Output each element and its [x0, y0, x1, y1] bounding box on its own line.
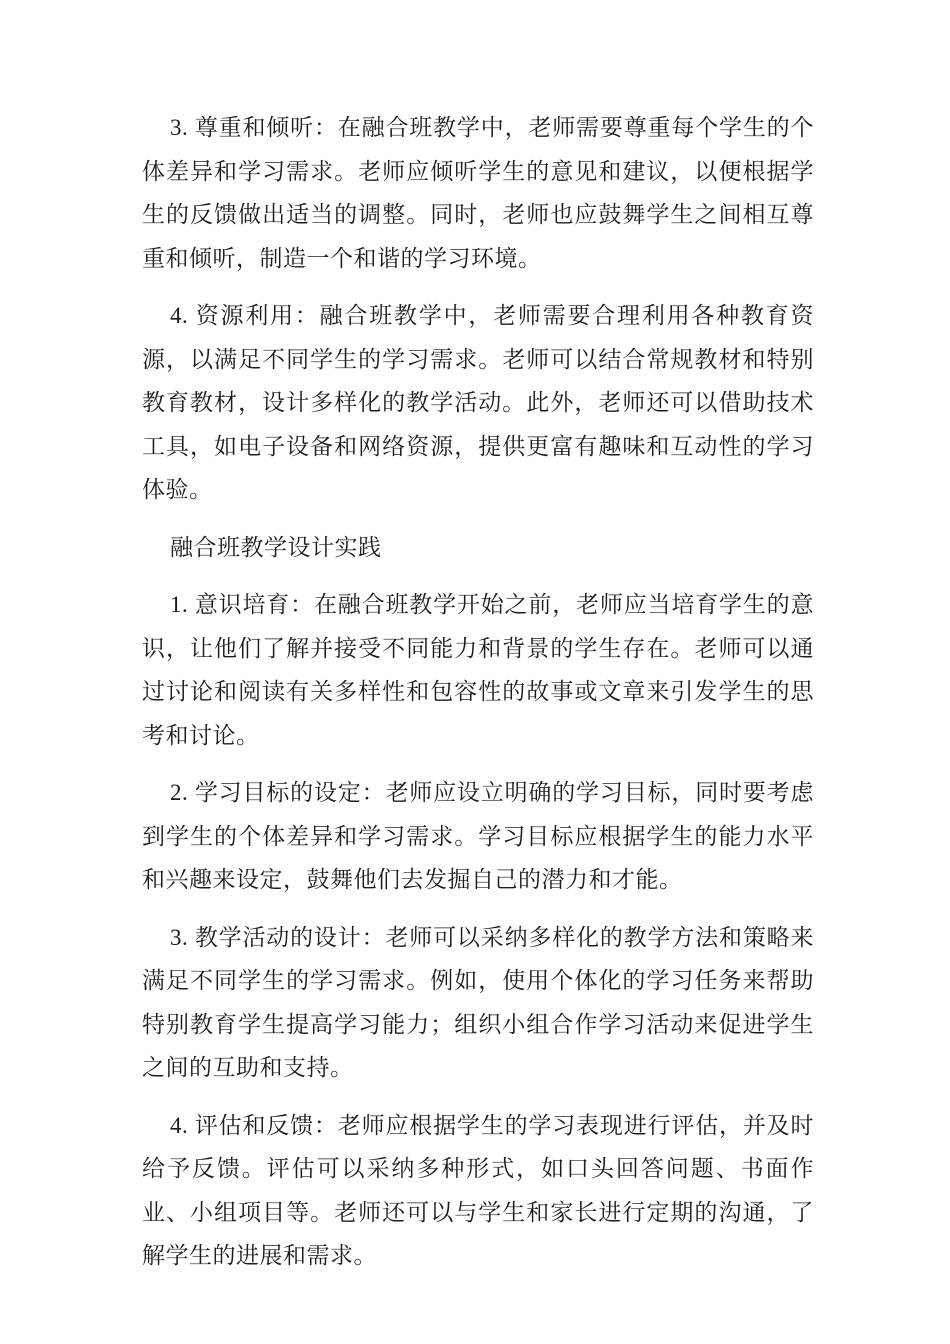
body-paragraph-activity-design: 3. 教学活动的设计：老师可以采纳多样化的教学方法和策略来满足不同学生的学习需求。例如，使用个体化的学习任务来帮助特别教育学生提高学习能力；组织小组合作学习活动来促进学生之间的互助和支持。	[142, 924, 814, 1080]
body-paragraph-assessment-feedback: 4. 评估和反馈：老师应根据学生的学习表现进行评估，并及时给予反馈。评估可以采纳多种形式，如口头回答问题、书面作业、小组项目等。老师还可以与学生和家长进行定期的沟通，了解学生的进展和需求。	[142, 1112, 814, 1268]
body-paragraph-respect-listening: 3. 尊重和倾听：在融合班教学中，老师需要尊重每个学生的个体差异和学习需求。老师应倾听学生的意见和建议，以便根据学生的反馈做出适当的调整。同时，老师也应鼓舞学生之间相互尊重和倾听，制造一个和谐的学习环境。	[142, 115, 814, 271]
document-text-block	[142, 106, 814, 1278]
body-paragraph-learning-goals: 2. 学习目标的设定：老师应设立明确的学习目标，同时要考虑到学生的个体差异和学习需求。学习目标应根据学生的能力水平和兴趣来设定，鼓舞他们去发掘自己的潜力和才能。	[142, 780, 814, 892]
body-paragraph-awareness-cultivation: 1. 意识培育：在融合班教学开始之前，老师应当培育学生的意识，让他们了解并接受不同能力和背景的学生存在。老师可以通过讨论和阅读有关多样性和包容性的故事或文章来引发学生的思考和讨论。	[142, 592, 814, 748]
body-paragraph-resource-use: 4. 资源利用：融合班教学中，老师需要合理利用各种教育资源，以满足不同学生的学习需求。老师可以结合常规教材和特别教育教材，设计多样化的教学活动。此外，老师还可以借助技术工具，如电子设备和网络资源，提供更富有趣味和互动性的学习体验。	[142, 303, 814, 502]
section-heading-teaching-design-practice: 融合班教学设计实践	[170, 534, 382, 560]
